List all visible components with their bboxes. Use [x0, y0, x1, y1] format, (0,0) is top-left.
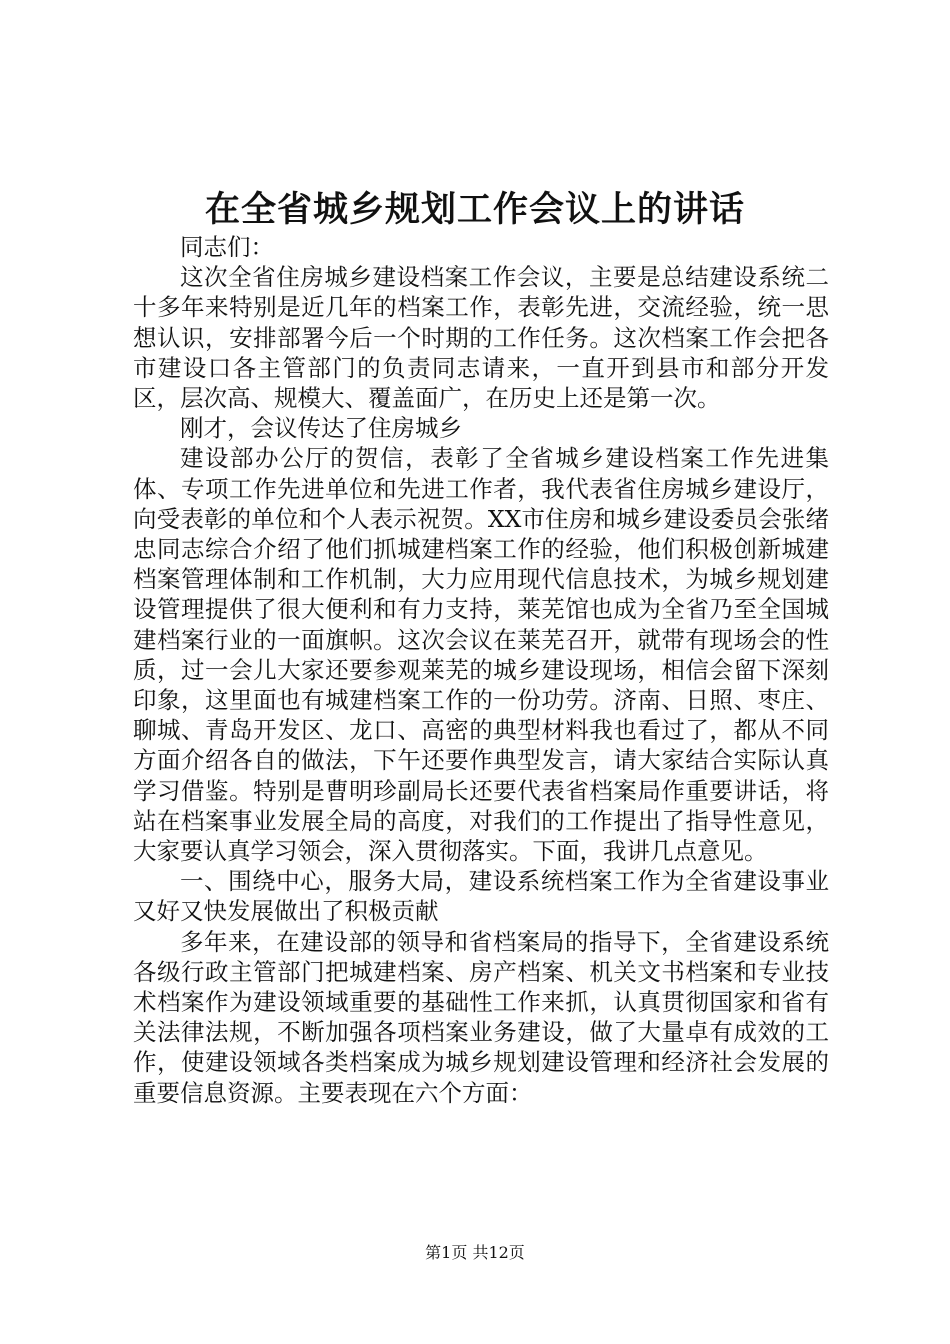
page-number-label: 第1页 共12页 — [425, 1243, 525, 1262]
salutation-paragraph: 同志们： — [180, 233, 274, 261]
body-paragraph: 多年来，在建设部的领导和省档案局的指导下，全省建设系统各级行政主管部门把城建档案、房产档案、机关文书档案和专业技术档案作为建设领域重要的基础性工作来抓，认真贯彻国家和省有关法律法规，不断加强各项档案业务建设，做了大量卓有成效的工作，使建设领域各类档案成为城乡规划建设管理和经济社会发展的重要信息资源。主要表现在六个方面： — [133, 927, 829, 1107]
page-footer — [0, 1242, 950, 1264]
body-paragraph: 刚才，会议传达了住房城乡 — [180, 414, 462, 443]
section-heading-paragraph: 一、围绕中心，服务大局，建设系统档案工作为全省建设事业又好又快发展做出了积极贡献 — [133, 867, 829, 926]
body-paragraph: 这次全省住房城乡建设档案工作会议，主要是总结建设系统二十多年来特别是近几年的档案工作，表彰先进，交流经验，统一思想认识，安排部署今后一个时期的工作任务。这次档案工作会把各市建设口各主管部门的负责同志请来，一直开到县市和部分开发区，层次高、规模大、覆盖面广，在历史上还是第一次。 — [133, 263, 829, 413]
document-body — [133, 232, 829, 1108]
page-title: 在全省城乡规划工作会议上的讲话 — [204, 190, 745, 230]
body-paragraph: 建设部办公厅的贺信，表彰了全省城乡建设档案工作先进集体、专项工作先进单位和先进工作者，我代表省住房城乡建设厅，向受表彰的单位和个人表示祝贺。XX市住房和城乡建设委员会张绪忠同志综合介绍了他们抓城建档案工作的经验，他们积极创新城建档案管理体制和工作机制，大力应用现代信息技术，为城乡规划建设管理提供了很大便利和有力支持，莱芜馆也成为全省乃至全国城建档案行业的一面旗帜。这次会议在莱芜召开，就带有现场会的性质，过一会儿大家还要参观莱芜的城乡建设现场，相信会留下深刻印象，这里面也有城建档案工作的一份功劳。济南、日照、枣庄、聊城、青岛开发区、龙口、高密的典型材料我也看过了，都从不同方面介绍各自的做法，下午还要作典型发言，请大家结合实际认真学习借鉴。特别是曹明珍副局长还要代表省档案局作重要讲话，将站在档案事业发展全局的高度，对我们的工作提出了指导性意见，大家要认真学习领会，深入贯彻落实。下面，我讲几点意见。 — [133, 444, 829, 866]
